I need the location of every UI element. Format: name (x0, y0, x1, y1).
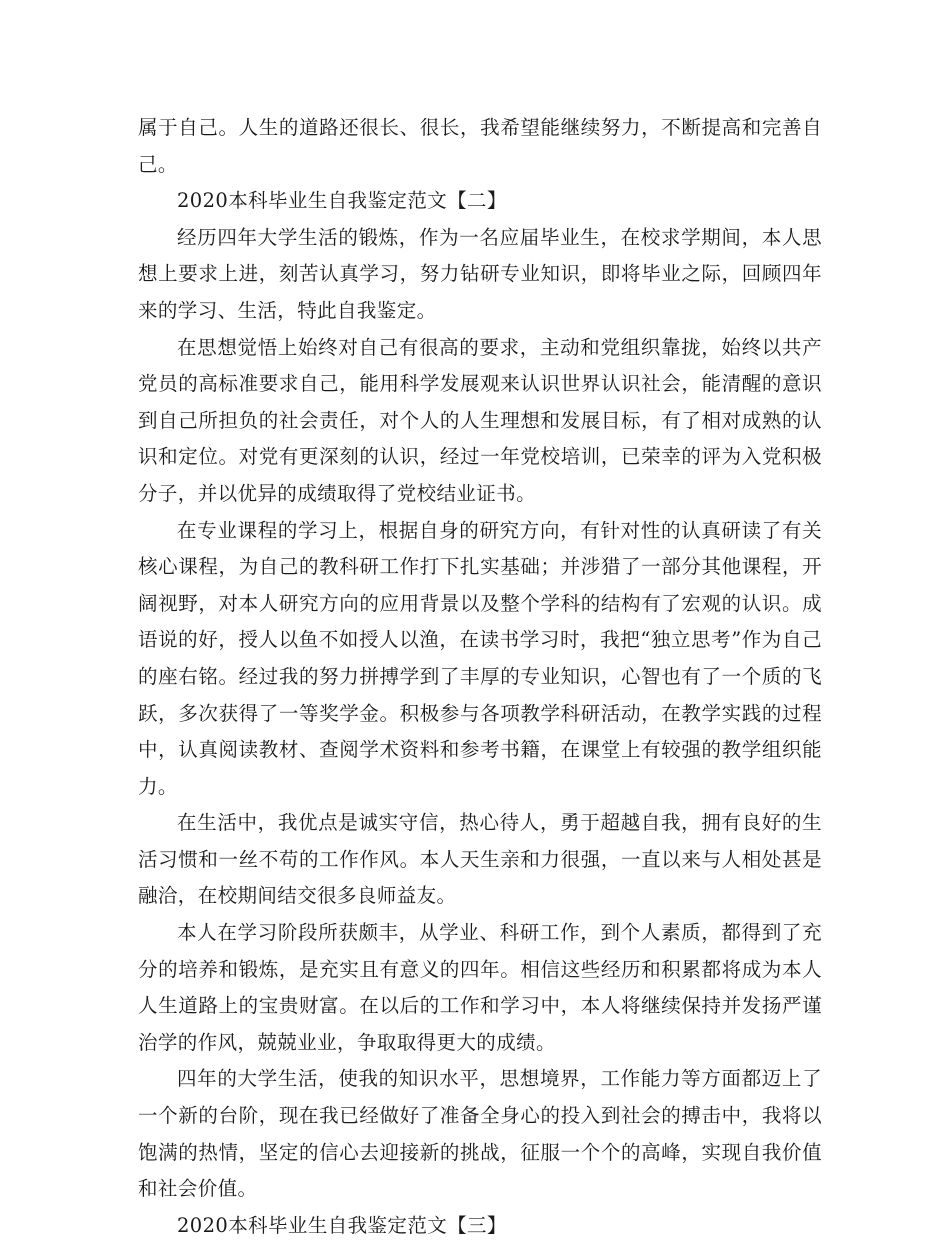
paragraph-conclusion: 四年的大学生活，使我的知识水平，思想境界，工作能力等方面都迈上了一个新的台阶，现在我已经做好了准备全身心的投入到社会的搏击中，我将以饱满的热情，坚定的信心去迎接新的挑战，征服一个个的高峰，实现自我价值和社会价值。 (138, 1067, 822, 1201)
paragraph-ideology: 在思想觉悟上始终对自己有很高的要求，主动和党组织靠拢，始终以共产党员的高标准要求自己，能用科学发展观来认识世界认识社会，能清醒的意识到自己所担负的社会责任，对个人的人生理想和发展目标，有了相对成熟的认识和定位。对党有更深刻的认识，经过一年党校培训，已荣幸的评为入党积极分子，并以优异的成绩取得了党校结业证书。 (138, 335, 822, 505)
paragraph-achievement: 本人在学习阶段所获颇丰，从学业、科研工作，到个人素质，都得到了充分的培养和锻炼，是充实且有意义的四年。相信这些经历和积累都将成为本人人生道路上的宝贵财富。在以后的工作和学习中，本人将继续保持并发扬严谨治学的作风，兢兢业业，争取取得更大的成绩。 (138, 921, 822, 1054)
paragraph-life: 在生活中，我优点是诚实守信，热心待人，勇于超越自我，拥有良好的生活习惯和一丝不苟的工作作风。本人天生亲和力很强，一直以来与人相处甚是融洽，在校期间结交很多良师益友。 (138, 811, 822, 908)
continuation-paragraph: 属于自己。人生的道路还很长、很长，我希望能继续努力，不断提高和完善自己。 (138, 116, 822, 176)
section-heading-3: 2020本科毕业生自我鉴定范文【三】 (177, 1213, 507, 1237)
paragraph-intro: 经历四年大学生活的锻炼，作为一名应届毕业生，在校求学期间，本人思想上要求上进，刻苦认真学习，努力钻研专业知识，即将毕业之际，回顾四年来的学习、生活，特此自我鉴定。 (138, 225, 822, 322)
document-body (138, 110, 822, 1244)
section-heading-2: 2020本科毕业生自我鉴定范文【二】 (177, 189, 507, 213)
paragraph-study: 在专业课程的学习上，根据自身的研究方向，有针对性的认真研读了有关核心课程，为自己的教科研工作打下扎实基础；并涉猎了一部分其他课程，开阔视野，对本人研究方向的应用背景以及整个学科的结构有了宏观的认识。成语说的好，授人以鱼不如授人以渔，在读书学习时，我把“独立思考”作为自己的座右铭。经过我的努力拼搏学到了丰厚的专业知识，心智也有了一个质的飞跃，多次获得了一等奖学金。积极参与各项教学科研活动，在教学实践的过程中，认真阅读教材、查阅学术资料和参考书籍，在课堂上有较强的教学组织能力。 (138, 518, 822, 798)
